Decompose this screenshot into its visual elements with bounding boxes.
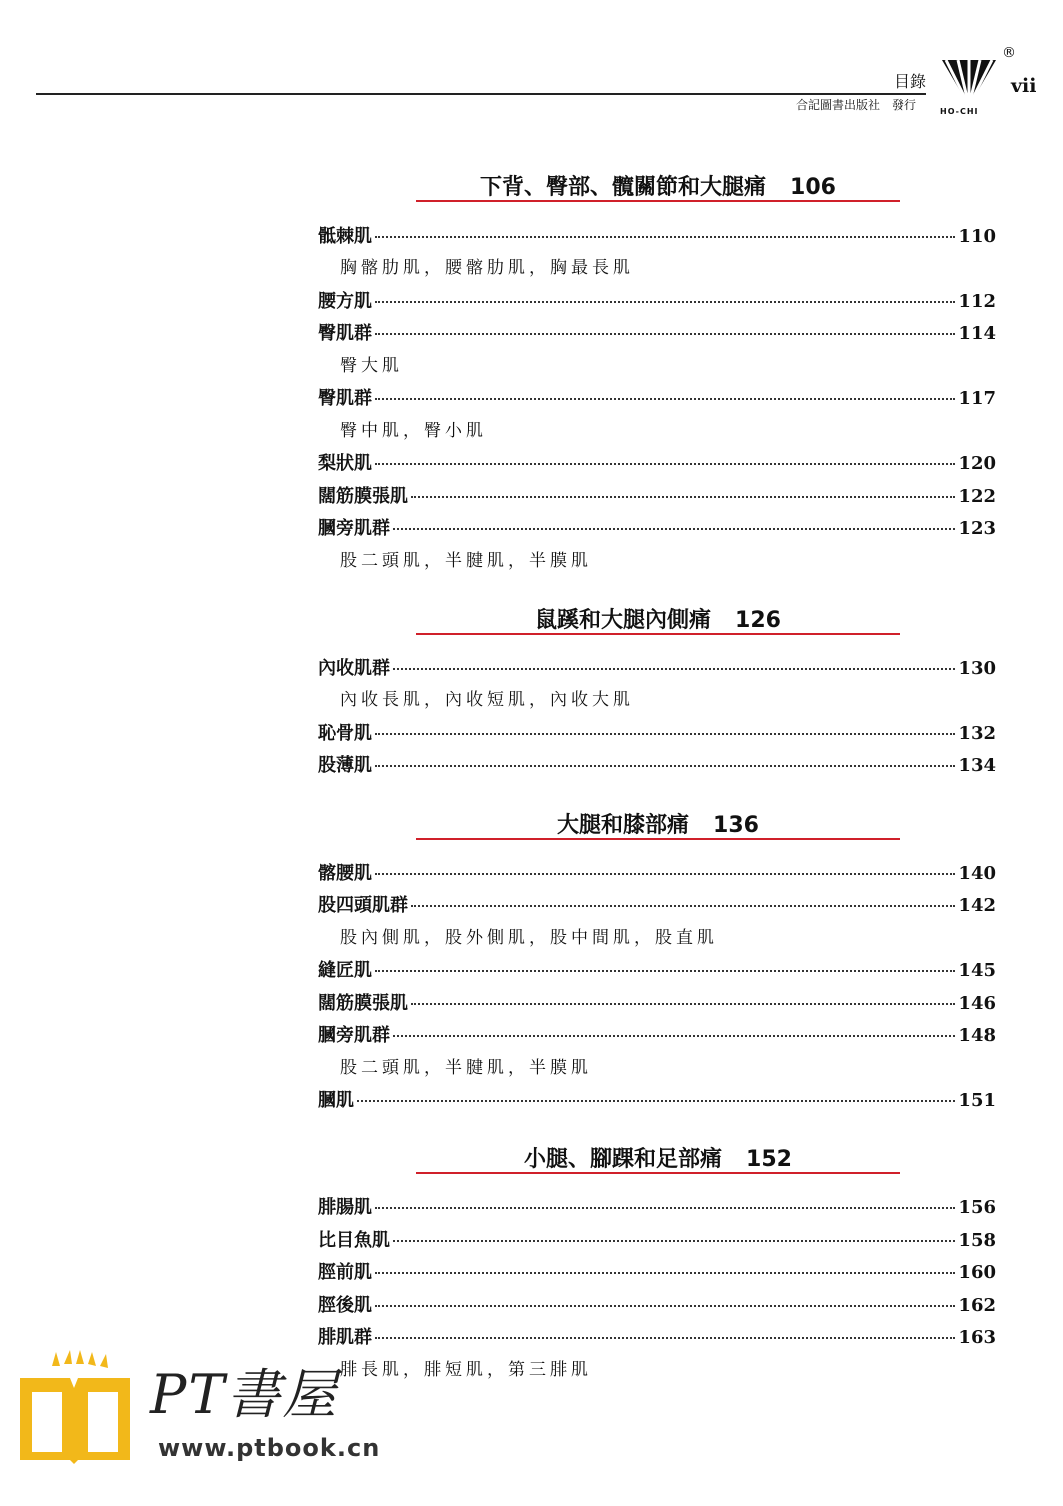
entry-name: 股薄肌: [318, 755, 372, 776]
section-rule: [416, 200, 900, 202]
entry-page: 158: [958, 1230, 996, 1251]
entry-page: 123: [958, 518, 996, 539]
toc-entry[interactable]: [318, 1228, 996, 1254]
leader-dots: [393, 1035, 955, 1037]
toc-entry[interactable]: [318, 861, 996, 887]
leader-dots: [411, 1003, 955, 1005]
leader-dots: [375, 1272, 955, 1274]
toc-entry[interactable]: [318, 484, 996, 510]
section-title: [416, 603, 900, 634]
toc-entry[interactable]: [318, 321, 996, 347]
toc-entry[interactable]: [318, 224, 996, 250]
section-rule: [416, 838, 900, 840]
entry-page: 146: [958, 993, 996, 1014]
entry-name: 臀肌群: [318, 388, 372, 409]
leader-dots: [375, 333, 955, 335]
entry-page: 114: [958, 323, 996, 344]
entry-page: 110: [958, 226, 996, 247]
entry-subtitle: 內收長肌，內收短肌，內收大肌: [340, 690, 634, 710]
section-page: 106: [790, 175, 836, 200]
running-header-title: 目錄: [894, 72, 927, 91]
entry-page: 162: [958, 1295, 996, 1316]
entry-name: 股四頭肌群: [318, 895, 408, 916]
entry-name: 縫匠肌: [318, 960, 372, 981]
leader-dots: [375, 463, 955, 465]
entry-subtitle: 腓長肌，腓短肌，第三腓肌: [340, 1360, 592, 1380]
toc-entry[interactable]: [318, 386, 996, 412]
leader-dots: [375, 1337, 955, 1339]
toc-entry[interactable]: [318, 753, 996, 779]
entry-name: 腓肌群: [318, 1327, 372, 1348]
toc-entry[interactable]: [318, 721, 996, 747]
entry-name: 臀肌群: [318, 323, 372, 344]
toc-entry[interactable]: [318, 656, 996, 682]
section-title: [416, 808, 900, 839]
toc-entry[interactable]: [318, 1023, 996, 1049]
entry-subtitle: 股內側肌，股外側肌，股中間肌，股直肌: [340, 928, 718, 948]
entry-name: 梨狀肌: [318, 453, 372, 474]
registered-mark: ®: [1002, 45, 1016, 61]
section-title: [416, 1142, 900, 1173]
entry-page: 142: [958, 895, 996, 916]
entry-name: 脛前肌: [318, 1262, 372, 1283]
publisher-line: [796, 96, 916, 113]
entry-page: 120: [958, 453, 996, 474]
leader-dots: [375, 873, 955, 875]
entry-page: 148: [958, 1025, 996, 1046]
section-rule: [416, 1172, 900, 1174]
toc-entry[interactable]: [318, 451, 996, 477]
leader-dots: [375, 301, 955, 303]
entry-page: 130: [958, 658, 996, 679]
leader-dots: [393, 528, 955, 530]
entry-name: 闊筋膜張肌: [318, 993, 408, 1014]
entry-name: 腓腸肌: [318, 1197, 372, 1218]
entry-page: 163: [958, 1327, 996, 1348]
entry-name: 脛後肌: [318, 1295, 372, 1316]
leader-dots: [393, 668, 955, 670]
entry-subtitle: 臀中肌，臀小肌: [340, 421, 487, 441]
book-icon: [12, 1348, 142, 1466]
watermark-url: www.ptbook.cn: [158, 1434, 381, 1462]
entry-subtitle: 股二頭肌，半腱肌，半膜肌: [340, 551, 592, 571]
leader-dots: [357, 1100, 955, 1102]
logo-text: HO-CHI: [940, 107, 979, 116]
leader-dots: [375, 1305, 955, 1307]
entry-name: 闊筋膜張肌: [318, 486, 408, 507]
section-page: 126: [735, 608, 781, 633]
leader-dots: [375, 765, 955, 767]
section-title-text: 大腿和膝部痛: [557, 813, 690, 838]
entry-page: 117: [958, 388, 996, 409]
toc-entry[interactable]: [318, 958, 996, 984]
entry-name: 比目魚肌: [318, 1230, 390, 1251]
entry-name: 髂腰肌: [318, 863, 372, 884]
section-title-text: 小腿、腳踝和足部痛: [524, 1147, 723, 1172]
section-page: 152: [746, 1147, 792, 1172]
entry-page: 160: [958, 1262, 996, 1283]
publisher-name: 合記圖書出版社: [796, 98, 881, 112]
section-rule: [416, 633, 900, 635]
entry-page: 151: [958, 1090, 996, 1111]
toc-entry[interactable]: [318, 1260, 996, 1286]
entry-subtitle: 股二頭肌，半腱肌，半膜肌: [340, 1058, 592, 1078]
entry-page: 132: [958, 723, 996, 744]
publisher-issue: 發行: [892, 98, 917, 112]
toc-entry[interactable]: [318, 893, 996, 919]
entry-name: 膕旁肌群: [318, 518, 390, 539]
leader-dots: [375, 398, 955, 400]
entry-page: 112: [958, 291, 996, 312]
entry-name: 骶棘肌: [318, 226, 372, 247]
entry-name: 膕旁肌群: [318, 1025, 390, 1046]
entry-subtitle: 胸髂肋肌，腰髂肋肌，胸最長肌: [340, 258, 634, 278]
section-page: 136: [713, 813, 759, 838]
leader-dots: [375, 1207, 955, 1209]
header-rule: [36, 93, 926, 95]
toc-entry[interactable]: [318, 1088, 996, 1114]
entry-page: 140: [958, 863, 996, 884]
toc-entry[interactable]: [318, 1325, 996, 1351]
entry-page: 122: [958, 486, 996, 507]
entry-page: 145: [958, 960, 996, 981]
leader-dots: [411, 905, 955, 907]
entry-name: 恥骨肌: [318, 723, 372, 744]
watermark-title: PT書屋: [150, 1363, 339, 1426]
entry-name: 膕肌: [318, 1090, 354, 1111]
leader-dots: [375, 970, 955, 972]
section-title: [416, 170, 900, 201]
toc-entry[interactable]: [318, 991, 996, 1017]
toc-entry[interactable]: [318, 289, 996, 315]
entry-subtitle: 臀大肌: [340, 356, 403, 376]
toc-entry[interactable]: [318, 1195, 996, 1221]
entry-name: 內收肌群: [318, 658, 390, 679]
entry-page: 156: [958, 1197, 996, 1218]
toc-entry[interactable]: [318, 516, 996, 542]
page-number: vii: [1011, 75, 1037, 97]
leader-dots: [411, 496, 955, 498]
leader-dots: [375, 236, 955, 238]
entry-name: 腰方肌: [318, 291, 372, 312]
leader-dots: [393, 1240, 955, 1242]
toc-entry[interactable]: [318, 1293, 996, 1319]
entry-page: 134: [958, 755, 996, 776]
section-title-text: 鼠蹊和大腿內側痛: [535, 608, 712, 633]
leader-dots: [375, 733, 955, 735]
section-title-text: 下背、臀部、髖關節和大腿痛: [480, 175, 767, 200]
